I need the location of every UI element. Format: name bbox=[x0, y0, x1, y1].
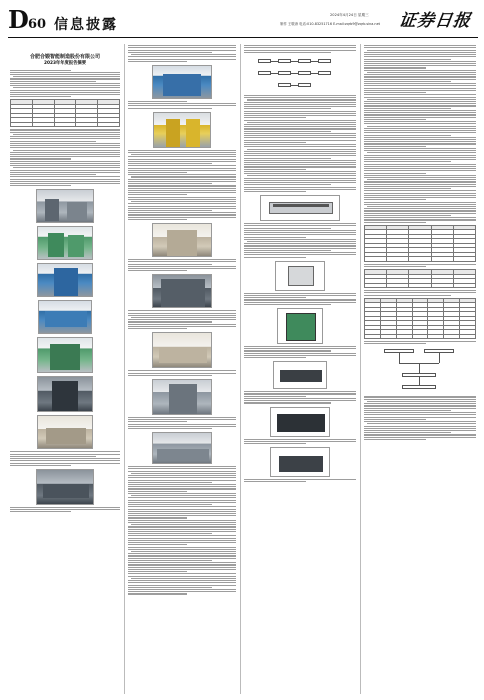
text-block bbox=[128, 310, 236, 329]
financial-table bbox=[10, 99, 120, 127]
text-block bbox=[128, 259, 236, 271]
text-block bbox=[244, 439, 356, 445]
composite-press-photo bbox=[37, 337, 93, 373]
large-press-photo bbox=[152, 274, 212, 308]
contact-line: 制作 王敬涛 电话:010-83251716 E-mail:zqrb9@zqrb.sina.net bbox=[280, 22, 380, 26]
report-title: 2023年年度报告摘要 bbox=[43, 60, 87, 66]
workshop-photo bbox=[37, 415, 93, 449]
text-block bbox=[128, 370, 236, 376]
text-block bbox=[10, 507, 120, 513]
yellow-press-photo bbox=[153, 112, 211, 148]
dateline: 2024年4月24日 星期三 bbox=[330, 13, 369, 17]
servo-press-photo bbox=[152, 379, 212, 415]
ownership-diagram bbox=[364, 347, 476, 393]
column-divider bbox=[124, 44, 125, 694]
text-block bbox=[10, 451, 120, 466]
masthead bbox=[8, 5, 478, 38]
quarterly-data-table bbox=[364, 269, 476, 288]
text-block bbox=[128, 45, 236, 62]
text-block bbox=[128, 417, 236, 429]
text-block bbox=[244, 45, 356, 53]
text-block bbox=[244, 95, 356, 192]
text-block bbox=[364, 290, 476, 296]
shareholder-table bbox=[364, 298, 476, 340]
forging-press-photo bbox=[37, 376, 93, 412]
text-block bbox=[244, 223, 356, 258]
process-flow-diagram bbox=[244, 55, 356, 93]
smart-press-photo bbox=[152, 65, 212, 99]
column-1 bbox=[10, 44, 120, 694]
column-divider bbox=[360, 44, 361, 694]
text-block bbox=[364, 396, 476, 440]
column-3 bbox=[244, 44, 356, 694]
hydraulic-press-photo bbox=[37, 263, 93, 297]
color-sorter-photo bbox=[260, 195, 340, 221]
text-block bbox=[364, 45, 476, 223]
newspaper-logo: 证券日报 bbox=[397, 11, 473, 31]
text-block bbox=[364, 264, 476, 267]
text-block bbox=[128, 150, 236, 220]
sorter-machine-photo bbox=[275, 261, 325, 291]
machine-photo bbox=[37, 226, 93, 260]
text-block bbox=[364, 341, 476, 344]
text-block bbox=[128, 466, 236, 594]
ore-sorter-photo bbox=[270, 447, 330, 477]
text-block bbox=[128, 101, 236, 109]
column-2 bbox=[128, 44, 236, 694]
belt-sorter-photo bbox=[273, 361, 327, 389]
column-divider bbox=[240, 44, 241, 694]
company-name: 合肥合锻智能制造股份有限公司 bbox=[29, 54, 100, 60]
text-block bbox=[10, 70, 120, 98]
section-title: 信息披露 bbox=[54, 17, 118, 33]
text-block bbox=[244, 293, 356, 305]
text-block bbox=[244, 391, 356, 403]
page-letter: D bbox=[8, 5, 29, 34]
press-line-photo bbox=[38, 300, 92, 334]
factory-photo bbox=[36, 189, 94, 223]
assembly-hall-photo bbox=[152, 332, 212, 368]
factory-floor-photo bbox=[152, 432, 212, 464]
text-block bbox=[244, 479, 356, 482]
column-4 bbox=[364, 44, 476, 694]
text-block bbox=[10, 129, 120, 186]
hot-forming-photo bbox=[152, 223, 212, 257]
green-sorter-photo bbox=[277, 308, 323, 344]
page-number: 60 bbox=[28, 17, 47, 32]
production-line-photo bbox=[36, 469, 94, 505]
operating-data-table bbox=[364, 225, 476, 262]
xray-sorter-photo bbox=[270, 407, 330, 437]
text-block bbox=[244, 346, 356, 358]
